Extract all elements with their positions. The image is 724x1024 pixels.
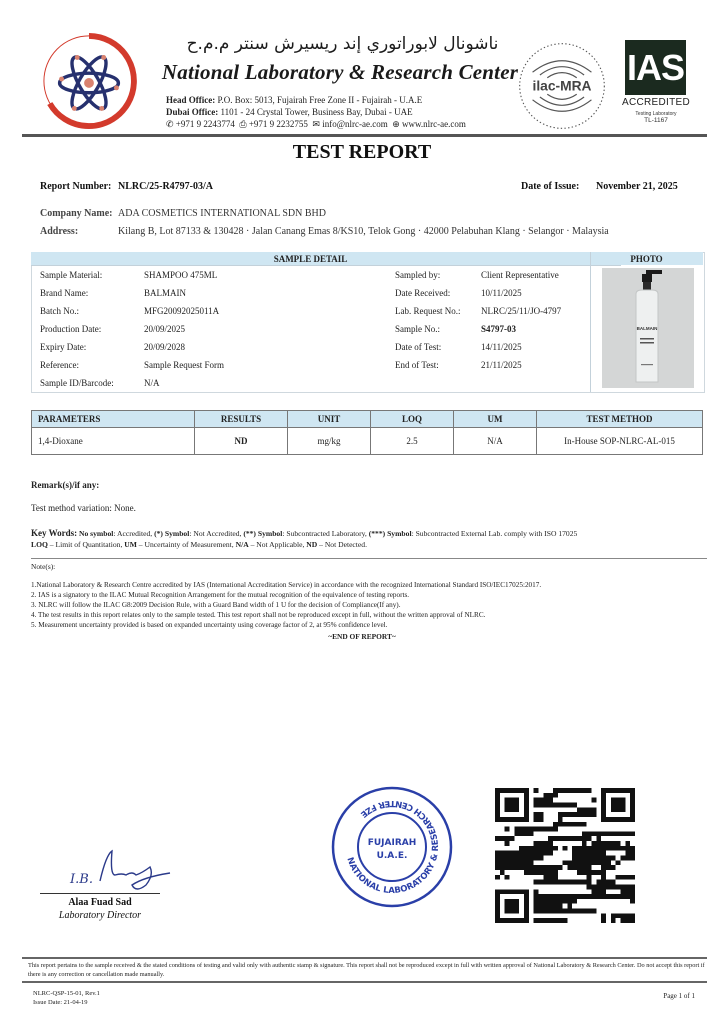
globe-icon: ⊕ (392, 119, 400, 129)
report-number: NLRC/25-R4797-03/A (118, 181, 213, 192)
ilac-text: ilac-MRA (532, 78, 592, 94)
lab-logo (40, 32, 138, 130)
col-um: UM (454, 411, 537, 428)
shampoo-bottle-image (602, 268, 694, 388)
phone-icon: ✆ (166, 119, 174, 129)
issue-date: November 21, 2025 (596, 181, 678, 192)
signature-initials: I.B. (70, 872, 93, 887)
ias-subtitle: Testing Laboratory (635, 111, 677, 117)
sample-field-value: S4797-03 (481, 324, 517, 334)
keywords-line (31, 528, 577, 538)
cell-method: In-House SOP-NLRC-AL-015 (537, 428, 703, 455)
company-stamp (330, 785, 454, 909)
footer-disclaimer: This report pertains to the sample received & the stated conditions of testing and valid only with authentic stamp & signature. This report shall not be reproduced except in full with written approval of National Laboratory & Research Center. Do not accept this report if there is any correction or cancellation made manually. (28, 962, 705, 978)
company-label: Company Name: (40, 208, 113, 219)
email-icon: ✉ (312, 119, 320, 129)
abbr-loq-label: LOQ (31, 540, 48, 549)
sample-field-label: Sample ID/Barcode: (40, 378, 114, 388)
note-item: 2. IAS is a signatory to the ILAC Mutual Recognition Arrangement for the mutual recognition of the equivalence of testing reports. (31, 591, 410, 599)
company-address: Kilang B, Lot 87133 & 130428 · Jalan Canang Emas 8/KS10, Telok Gong · 42000 Pelabuhan Klang · Selangor · Malaysia (118, 226, 609, 237)
head-office-address: P.O. Box: 5013, Fujairah Free Zone II - Fujairah - U.A.E (217, 95, 423, 105)
sample-field-value: 10/11/2025 (481, 288, 522, 298)
abbr-na-text: – Not Applicable, (248, 540, 307, 549)
abbr-nd-label: ND (306, 540, 318, 549)
sample-field-label: Reference: (40, 360, 79, 370)
kw-s3-label: (**) Symbol (243, 529, 283, 538)
note-item: 1.National Laboratory & Research Centre accredited by IAS (International Accreditation Service) in accordance with the recognized International Standard ISO/IEC17025:2017. (31, 581, 542, 589)
sample-field-value: SHAMPOO 475ML (144, 270, 218, 280)
ias-id: TL-1167 (644, 117, 668, 124)
sample-field-value: 14/11/2025 (481, 342, 522, 352)
note-item: 5. Measurement uncertainty provided is based on expanded uncertainty using coverage factor of 2, at 95% confidence level. (31, 621, 388, 629)
ilac-mra-logo (516, 40, 608, 132)
sample-field-label: Production Date: (40, 324, 102, 334)
sample-field-value: Sample Request Form (144, 360, 224, 370)
sample-detail-heading: SAMPLE DETAIL (273, 254, 348, 264)
col-loq: LOQ (371, 411, 454, 428)
ias-logo: IAS (625, 40, 686, 95)
signatory-title: Laboratory Director (58, 910, 142, 921)
note-item: 3. NLRC will follow the ILAC G8:2009 Decision Rule, with a Guard Band width of 1 U for the decision of Compliance(If any). (31, 601, 401, 609)
header-divider (22, 134, 707, 137)
org-name: National Laboratory & Research Center (161, 60, 519, 84)
notes-heading: Note(s): (31, 562, 56, 571)
qr-code[interactable] (495, 788, 635, 923)
sample-field-label: Date of Test: (395, 342, 442, 352)
remarks-text: Test method variation: None. (31, 503, 136, 513)
sample-field-value: NLRC/25/11/JO-4797 (481, 306, 562, 316)
sample-field-value: MFG20092025011A (144, 306, 220, 316)
kw-s1-text: : Accredited, (113, 529, 155, 538)
phone-number: +971 9 2243774 (175, 119, 235, 129)
col-results: RESULTS (195, 411, 288, 428)
address-label: Address: (40, 226, 79, 237)
note-item: 4. The test results in this report relates only to the sample tested. This test report shall not be reproduced except in full, without the written approval of NLRC. (31, 611, 486, 619)
photo-divider (590, 252, 591, 392)
sample-field-label: Expiry Date: (40, 342, 87, 352)
page-title: TEST REPORT (292, 141, 432, 163)
sample-field-value: N/A (144, 378, 160, 388)
cell-loq: 2.5 (371, 428, 454, 455)
dubai-office-label: Dubai Office: (166, 107, 219, 117)
kw-s2-label: (*) Symbol (154, 529, 190, 538)
dubai-office (166, 107, 413, 117)
notes-divider (31, 558, 707, 559)
signatory-name: Alaa Fuad Sad (68, 897, 132, 908)
sample-field-label: Sample No.: (395, 324, 440, 334)
results-header-row (32, 411, 703, 428)
abbr-um-text: – Uncertainty of Measurement, (136, 540, 236, 549)
sample-field-value: BALMAIN (144, 288, 186, 298)
kw-s4-text: : Subcontracted External Lab. comply with ISO 17025 (411, 529, 578, 538)
cell-unit: mg/kg (288, 428, 371, 455)
sample-field-value: 20/09/2025 (144, 324, 186, 334)
footer-divider-top (22, 957, 707, 959)
stamp-line2: U.A.E. (376, 851, 408, 861)
head-office (166, 95, 422, 105)
sample-field-label: Brand Name: (40, 288, 89, 298)
abbr-na-label: N/A (235, 540, 249, 549)
results-table (31, 410, 703, 455)
sample-field-value: Client Representative (481, 270, 559, 280)
fax-icon: ⎙ (239, 119, 247, 129)
sample-field-label: Sampled by: (395, 270, 441, 280)
ias-accredited: ACCREDITED (621, 97, 690, 108)
kw-s3-text: : Subcontracted Laboratory, (282, 529, 369, 538)
photo-heading: PHOTO (630, 254, 663, 264)
stamp-line1: FUJAIRAH (367, 838, 417, 848)
footer-divider-bottom (22, 981, 707, 983)
remarks-heading: Remark(s)/if any: (31, 480, 100, 490)
signature-line (40, 893, 160, 894)
end-of-report: ~END OF REPORT~ (328, 632, 396, 641)
cell-result: ND (195, 428, 288, 455)
col-parameters: PARAMETERS (32, 411, 195, 428)
website-link[interactable]: www.nlrc-ae.com (402, 119, 466, 129)
keywords-label: Key Words: (31, 528, 78, 538)
sample-field-label: Date Received: (395, 288, 451, 298)
head-office-label: Head Office: (166, 95, 216, 105)
document-issue-date: Issue Date: 21-04-19 (33, 999, 88, 1006)
report-number-label: Report Number: (40, 181, 112, 192)
kw-s1-label: No symbol (79, 529, 114, 538)
company-name: ADA COSMETICS INTERNATIONAL SDN BHD (118, 208, 326, 219)
fax-number: +971 9 2232755 (248, 119, 308, 129)
org-name-arabic: ناشونال لابوراتوري إند ريسيرش سنتر م.م.ح (186, 34, 499, 54)
table-row (32, 428, 703, 455)
cell-um: N/A (454, 428, 537, 455)
kw-s2-text: : Not Accredited, (189, 529, 244, 538)
sample-field-value: 20/09/2028 (144, 342, 186, 352)
sample-field-label: Lab. Request No.: (395, 306, 461, 316)
abbr-um-label: UM (124, 540, 137, 549)
sample-field-label: Batch No.: (40, 306, 79, 316)
abbr-nd-text: – Not Detected. (317, 540, 367, 549)
sample-field-value: 21/11/2025 (481, 360, 522, 370)
sample-field-label: Sample Material: (40, 270, 103, 280)
abbr-loq-text: – Limit of Quantitation, (47, 540, 125, 549)
email-link[interactable]: info@nlrc-ae.com (322, 119, 388, 129)
issue-date-label: Date of Issue: (521, 181, 580, 192)
sample-field-label: End of Test: (395, 360, 439, 370)
dubai-office-address: 1101 - 24 Crystal Tower, Business Bay, Dubai - UAE (220, 107, 413, 117)
sample-photo (602, 268, 694, 388)
signature-image (60, 845, 180, 895)
col-test-method: TEST METHOD (537, 411, 703, 428)
document-code: NLRC-QSP-15-01, Rev.1 (33, 990, 100, 997)
stamp-ring-text: NATIONAL LABORATORY & RESEARCH CENTER FZE (344, 797, 442, 897)
col-unit: UNIT (288, 411, 371, 428)
bottle-label: BALMAIN (636, 326, 658, 331)
cell-parameter: 1,4-Dioxane (32, 428, 195, 455)
kw-s4-label: (***) Symbol (368, 529, 412, 538)
abbreviations-line (31, 540, 367, 549)
page-number: Page 1 of 1 (663, 992, 695, 1000)
contact-line (166, 119, 466, 130)
